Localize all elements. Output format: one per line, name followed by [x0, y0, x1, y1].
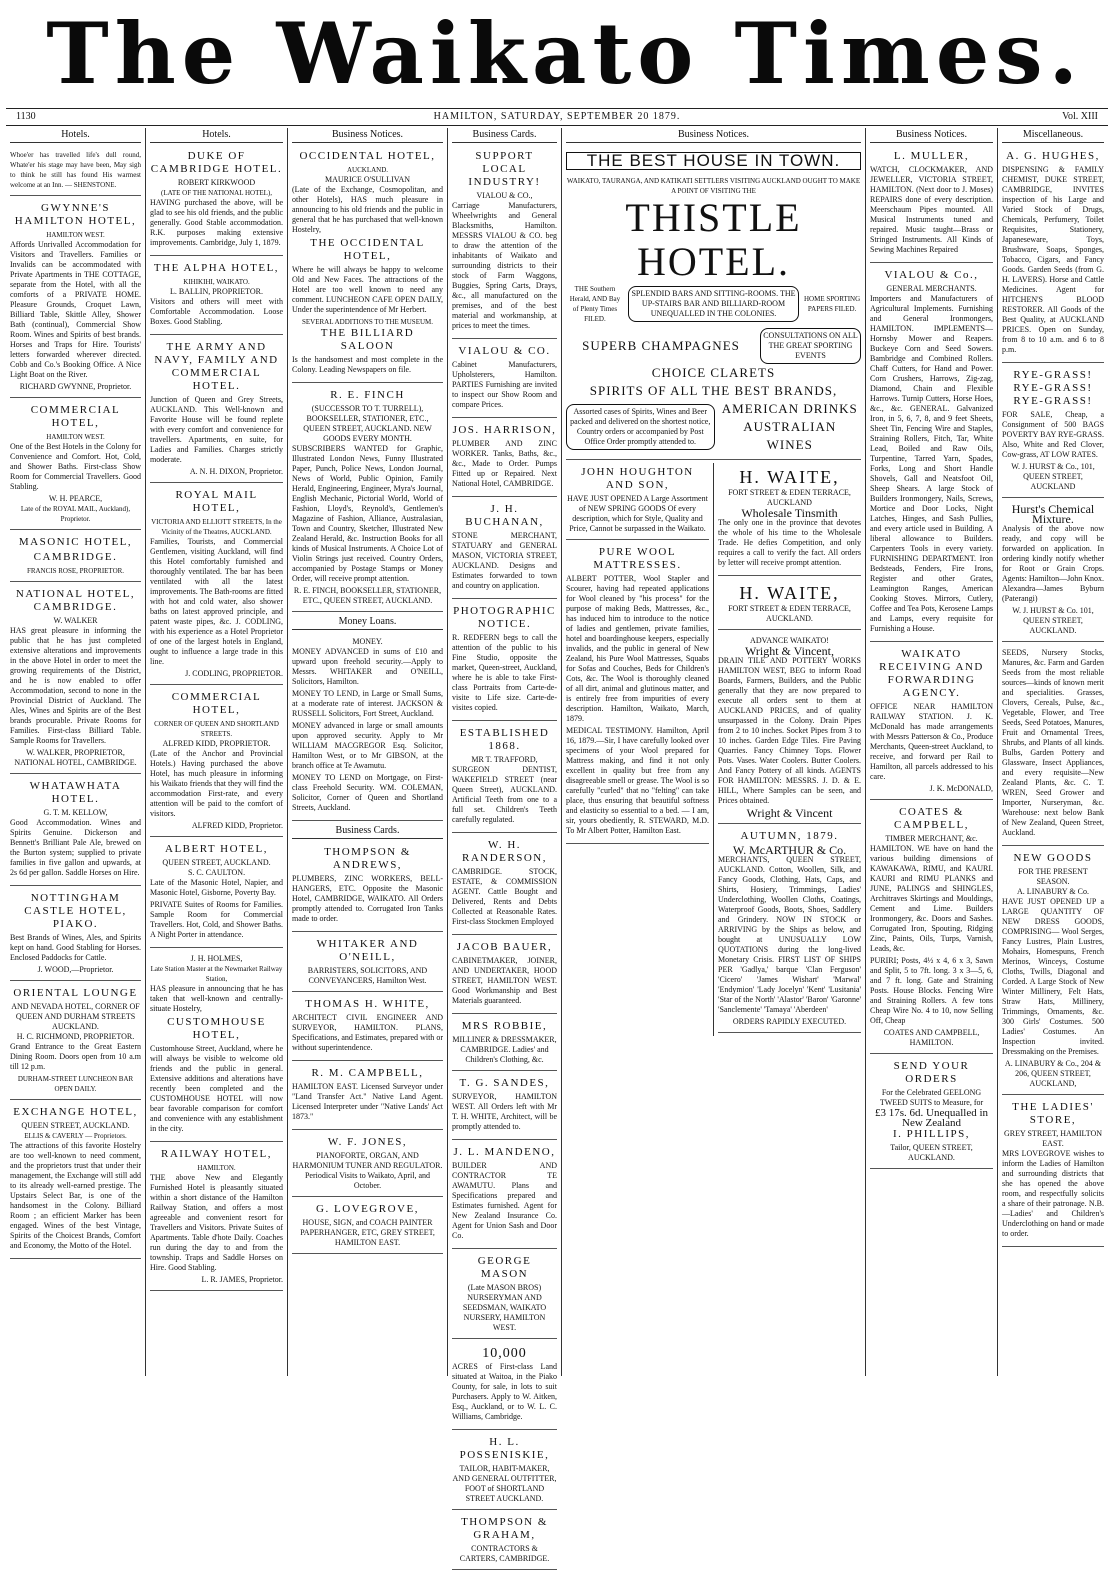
ad-clarets: CHOICE CLARETS [651, 365, 776, 380]
ad-body-4: MONEY TO LEND on Mortgage, on First-class Freehold Security. WM. COLEMAN, Solicitor, Corner of Queen and Shortland Streets, Auckland. [292, 773, 443, 812]
ad-intro: WAIKATO, TAURANGA, AND KATIKATI SETTLERS VISITING AUCKLAND OUGHT TO MAKE A POINT OF VISITING THE [566, 177, 861, 195]
ad-australian-wines: AUSTRALIAN WINES [743, 419, 837, 452]
column-8 [998, 128, 1108, 1376]
ad-heading: EXCHANGE HOTEL, [13, 1106, 138, 1118]
split-columns [566, 463, 861, 1036]
ad-railway-hotel [150, 1145, 283, 1291]
ad-proprietor: MAURICE O'SULLIVAN [324, 175, 411, 184]
issue-number: 1130 [16, 111, 36, 122]
ad-body: Importers and Manufacturers of Agricultural Implements. Furnishing and General Ironmongers, HAMILTON. IMPLEMENTS— Hornsby Mower and Reapers. Buckeye Corn and Seed Sowers. Bambridge and Combined Rollers. Chaff Cutters, for Hand and Power. Corn Crushers, Harrows, Zig-zag, Diamond, Chain and Flexible Harrows. Turnip Cutters, Horse Hoes, &c., &c. GENERAL. Galvanized Iron, in 5, 6, 7, 8, and 9 feet Sheets, Sheet Tin, Fencing Wire and Staples, Straining Rollers, Fitch, Tar, White Lead, Boiled and Raw Oils, Turpentine, Tarred Yarn, Spades, Forks, Long and Short Handle Shovels, Gall and Neatsfoot Oil, Sheep Shears. A large Stock of Builders Ironmongery, Nails, Screws, Mortice and Door Locks, Night Latches, Hinges, and Sash Pullies, and every article used in Building. A liberal allowance to Builders. Carpenters Tools in every variety. FURNISHING DEPARTMENT. Iron Bedsteads, Fenders, Fire Irons, Register and other Grates, Leamington Ranges, American Cooking Stoves. Mirrors, Cutlery, Coffee and Tea Pots, Kerosene Lamps and Lamps, every requisite for Furnishing a House. [870, 294, 993, 633]
ad-subheading: CAMBRIDGE. [33, 551, 118, 563]
ad-heading: H. L. POSSENISKIE, [459, 1436, 550, 1461]
ad-posseniskie [452, 1433, 557, 1510]
ad-lovegrove [292, 1200, 443, 1254]
ad-h-waite [718, 463, 861, 576]
ad-spirits: SPIRITS OF ALL THE BEST BRANDS, [589, 383, 838, 398]
ad-proprietor: J. H. HOLMES, [190, 954, 243, 963]
ad-body: R. REDFERN begs to call the attention of the public to his Fine Studio, opposite the market, Queen-street, Auckland, where he is able to take First-class Portraits from Carte-de-visite to Life size. Carte-de-visites copied. [452, 633, 557, 712]
ad-whatawhata-hotel [10, 777, 141, 886]
ad-proprietor: S. C. CAULTON. [187, 868, 246, 877]
column-heading: Business Notices. [566, 128, 861, 143]
ad-heading: JOS. HARRISON, [452, 424, 557, 436]
ad-wool-mattresses [566, 543, 709, 844]
ad-wright-vincent [718, 633, 861, 824]
ad-heading: COMMERCIAL HOTEL, [171, 691, 262, 716]
ad-body-2: MONEY TO LEND, in Large or Small Sums, at a moderate rate of interest. JACKSON & RUSSELL Solicitors, Fort Street, Auckland. [292, 689, 443, 718]
ad-body: CAMBRIDGE. STOCK, ESTATE, & COMMISSION AGENT. Cattle Bought and Delivered, Rents and Debts Collected at Reasonable Rates. First-class Stockmen Employed [452, 867, 557, 926]
ad-body-3: MONEY advanced in large or small amounts upon approved security. Apply to Mr WILLIAM MACGREGOR Esq. Solicitor, Hamilton West, or to Mr GIBSON, at the branch office at Te Awamutu. [292, 721, 443, 770]
column-heading: Miscellaneous. [1002, 128, 1104, 143]
ad-heading-2: THE OCCIDENTAL HOTEL, [310, 237, 425, 262]
ad-signature: J. K. McDONALD, [929, 784, 993, 793]
ad-body: SUBSCRIBERS WANTED for Graphic, Illustrated London News, Funny Illustrated Paper, Punch, Police News, London Journal, News of World, Public Opinion, Family Herald, Engineering, Engineer, Myra's Journal, English Mechanic, Pictorial World, World of Fashion, Lloyd's, Reynold's, Gentlemen's Magazine of Fashion, Alliance, Australasian, Town and Country, Sketcher, Illustrated New Zealand Herald, &c. Instruction Books for all kinds of Musical Instruments. A Choice Lot of Violin Strings just received. Country Orders, accompanied by Postage Stamps or Money Order, will receive prompt attention. [292, 444, 443, 583]
ad-signature: W. WALKER, PROPRIETOR, NATIONAL HOTEL, CAMBRIDGE. [14, 748, 137, 767]
ad-wf-jones [292, 1133, 443, 1197]
ad-subheading: KIHIKIHI, WAIKATO. [183, 278, 250, 286]
ad-hursts-mixture [1002, 501, 1104, 642]
ad-body: Visitors and others will meet with Comfortable Accommodation. Loose Boxes. Good Stabling. [150, 297, 283, 326]
issue-date: HAMILTON, SATURDAY, SEPTEMBER 20 1879. [433, 111, 681, 122]
ad-heading: W. McARTHUR & Co. [732, 843, 847, 857]
ad-subheading: HAMILTON WEST. [46, 433, 105, 441]
ad-subheading: AUCKLAND. [346, 166, 389, 174]
ad-body: ARCHITECT CIVIL ENGINEER AND SURVEYOR, HAMILTON. PLANS, Specifications, and Estimates, prepared with or without superintendence. [292, 1013, 443, 1052]
column-1 [6, 128, 146, 1376]
ad-heading: MASONIC HOTEL, [18, 536, 133, 548]
ad-heading: THOMAS H. WHITE, [305, 998, 430, 1010]
ad-body: Affords Unrivalled Accommodation for Visitors and Travellers. Families or Invalids can be accommodated with Private Apartments in THE COTTAGE, separate from the Hotel, with all the comforts of a PRIVATE HOME. Pleasure Grounds, Croquet Lawn, Billiard Table, Skittle Alley, Shower Bath (continual), Commercial Show Room. Wines and Spirits of best brands. Horses and Traps for Hire. Tourists' letters forwarded wherever directed. Cobb and Co.'s Booking Office. A Nice Light Boat on the River. [10, 240, 141, 379]
ad-signature: W. H. PEARCE, [48, 494, 103, 503]
ad-heading: R. E. FINCH [330, 389, 405, 401]
ad-subheading: VIALOU & CO., [476, 191, 533, 200]
ad-kicker: AUTUMN, 1879. [740, 830, 839, 842]
ad-proprietor: G. T. M. KELLOW, [43, 808, 108, 817]
ad-money-loans [292, 634, 443, 821]
ad-body-2: PRIVATE Suites of Rooms for Families. Sample Room for Commercial Travellers. Hot, Cold, and Shower Baths. A Night Porter in attendance. [150, 900, 283, 939]
ad-body: HAS pleasure in announcing that he has taken that well-known and centrally-situate Hostelry, [150, 984, 283, 1013]
ad-heading: 10,000 [482, 1346, 527, 1361]
ad-body: CABINETMAKER, JOINER, AND UNDERTAKER, HOOD STREET, HAMILTON WEST. Good Workmanship and Best Materials guaranteed. [452, 956, 557, 1005]
ad-body: MERCHANTS, QUEEN STREET, AUCKLAND. Cotton, Woollen, Silk, and Fancy Goods, Clothing, Hats, Caps, and Shirts, Hosiery, Trimmings, Ladies' Underclothing, Woollen Cloths, Coatings, Waterproof Goods, Boots, Shoes, Saddlery and Grindery. NOW IN STOCK or ARRIVING by the Ships as below, and bought at UNUSUALLY LOW QUOTATIONS during the long-lived Monetary Crisis. FIRST LIST OF SHIPS PER 'Gadlya,' barque 'Clan Ferguson' 'Cicero' 'James Wishart' 'Marwal' 'Endymion' 'Lady Jocelyn' 'Kent' 'Lusitania' 'Star of the North' 'Alastor' 'Baron' 'Garonne' 'Sanclemente' 'Tamaya' 'Aberdeen' [718, 855, 861, 1014]
ad-body: OFFICE NEAR HAMILTON RAILWAY STATION. J. K. McDonald has made arrangements with Messrs Patterson & Co., Produce Merchants, Queen-street Auckland, to receive, and forward per Rail to Hamilton, all parcels addressed to his care. [870, 702, 993, 781]
ad-body: MILLINER & DRESSMAKER, CAMBRIDGE. Ladies' and Children's Clothing, &c. [452, 1035, 557, 1064]
column-heading: Business Cards. [452, 128, 557, 143]
ad-heading: DUKE OF CAMBRIDGE HOTEL. [150, 150, 283, 175]
ad-consultations: CONSULTATIONS ON ALL THE GREAT SPORTING EVENTS [760, 328, 861, 364]
ad-seeds [1002, 645, 1104, 846]
ad-rm-campbell [292, 1064, 443, 1130]
ad-mrs-robbie [452, 1017, 557, 1071]
ad-thompson-graham [452, 1513, 557, 1570]
section-heading-business-cards: Business Cards. [292, 824, 443, 839]
section-heading-money-loans: Money Loans. [292, 615, 443, 630]
ad-duke-of-cambridge-hotel [150, 147, 283, 256]
ad-nottingham-castle-hotel [10, 889, 141, 981]
ad-body: PIANOFORTE, ORGAN, AND HARMONIUM TUNER AND REGULATOR. Periodical Visits to Waikato, April, and October. [292, 1151, 443, 1190]
ad-heading: W. H. RANDERSON, [462, 839, 547, 864]
ad-signature: L. R. JAMES, Proprietor. [201, 1275, 283, 1284]
column-5-6 [562, 128, 866, 1376]
ad-subheading: GREY STREET, HAMILTON EAST. [1004, 1129, 1102, 1148]
ad-commercial-hotel [10, 401, 141, 530]
ad-heading: G. LOVEGROVE, [316, 1203, 419, 1215]
ad-heading: ROYAL MAIL HOTEL, [175, 489, 258, 514]
ad-phillips-tailor [870, 1057, 993, 1169]
ad-thomas-white [292, 995, 443, 1061]
column-heading: Business Notices. [292, 128, 443, 143]
ad-jacob-bauer [452, 938, 557, 1014]
ad-subheading: QUEEN STREET, AUCKLAND. [21, 1121, 130, 1130]
ad-body: Carriage Manufacturers, Wheelwrights and General Blacksmiths, Hamilton. MESSRS VIALOU & CO. beg to draw the attention of the inhabitants of Waikato and surrounding districts to their stock of Farm Waggons, Buggies, Spring Carts, Drays, &c., all manufactured on the premises, and of the best material and workmanship, at prices to meet the times. [452, 201, 557, 330]
ad-trafford-dentist [452, 724, 557, 833]
ad-trade: Wholesale Tinsmith [741, 506, 838, 520]
ad-commercial-hotel-auckland [150, 688, 283, 837]
ad-heading: H. WAITE, [739, 467, 840, 487]
ad-body-2: Customhouse Street, Auckland, where he will always be visible to welcome old friends and the public in general. Extensive additions and alterations have recently been completed and the CUSTOMHOUSE HOTEL will now bear favorable comparison for comfort and convenience with any establishment in the city. [150, 1044, 283, 1133]
ad-thompson-andrews [292, 843, 443, 932]
ad-body: FOR SALE, Cheap, a Consignment of 500 BAGS POVERTY BAY RYE-GRASS. Also, White and Red Clover, Cow-grass, AT LOW RATES. [1002, 410, 1104, 459]
ad-vialou-carriage [452, 147, 557, 339]
ad-mandeno [452, 1143, 557, 1249]
ad-heading-4: THE BILLIARD SALOON [320, 327, 415, 352]
ad-albert-hotel [150, 840, 283, 948]
ad-body-2: MEDICAL TESTIMONY. Hamilton, April 16, 1879.—Sir, I have carefully looked over specimens of your Wool prepared for Mattress making, and find it not only excellent in quality but free from any disagreeable smell or grease. The Wool is so carefully "curled" that no "felting" can take place, thus ensuring that beautiful softness and elasticity so essential to a bed. — I am, sir, yours obediently, R. STEWARD, M.D. To Mr Albert Potter, Hamilton East. [566, 726, 709, 835]
ad-subheading: HAMILTON WEST. [46, 231, 105, 239]
ad-ladies-store [1002, 1098, 1104, 1247]
ad-heading: R. M. CAMPBELL, [311, 1067, 424, 1079]
ad-houghton-son [566, 463, 709, 540]
ad-heading-3: SEVERAL ADDITIONS TO THE MUSEUM. [302, 318, 433, 326]
ad-mcarthur [718, 827, 861, 1033]
ad-finch-bookseller [292, 386, 443, 612]
ad-heading: A. G. HUGHES, [1006, 150, 1100, 162]
ad-buchanan [452, 500, 557, 599]
ad-body: HAVE JUST OPENED UP a LARGE QUANTITY OF NEW DRESS GOODS, COMPRISING— Wool Serges, Fancy Lustres, Plain Lustres, Mohairs, Homespuns, French Merinos, Winceys, Costume Cloths, Twills, Diagonal and Corded. A Large Stock of New Winter Millinery, Felt Hats, Straw Hats, Millinery, Trimmings, Ornaments, &c. 300 Girls' Costumes. 500 Ladies' Costumes. An Inspection invited. Dressmaking on the Premises. [1002, 897, 1104, 1056]
ad-signature: RICHARD GWYNNE, Proprietor. [19, 382, 132, 391]
ad-papers-right: HOME SPORTING PAPERS FILED. [804, 295, 861, 313]
ad-heading: W. F. JONES, [327, 1136, 408, 1148]
ad-body-2: PURIRI; Posts, 4½ x 4, 6 x 3, Sawn and Split, 5 to 7ft. long. 3 x 3—5, 6, and 7 ft. long. Gate and Straining Posts. House Blocks. Fencing Wire and Straining Rollers. A few tons Cheap Wire No. 4 to 10, now Selling Off, Cheap [870, 956, 993, 1025]
ad-body: CONTRACTORS & CARTERS, CAMBRIDGE. [459, 1544, 550, 1563]
ad-proprietor: ALFRED KIDD, PROPRIETOR. [162, 739, 271, 748]
ad-body: MONEY ADVANCED in sums of £10 and upward upon freehold security.—Apply to Messrs. WHITAKER and O'NEILL, Solicitors, Hamilton. [292, 647, 443, 686]
ad-heading: COATES & CAMPBELL, [894, 806, 969, 831]
ad-land-sale [452, 1342, 557, 1430]
ad-body: PLUMBERS, ZINC WORKERS, BELL-HANGERS, ETC. Opposite the Masonic Hotel, CAMBRIDGE, WAIKATO. All Orders promptly attended to. Corrugated Iron Tanks made to order. [292, 874, 443, 923]
dateline [6, 108, 1108, 126]
ad-body: Grand Entrance to the Great Eastern Dining Room. Doors open from 10 a.m till 12 p.m. [10, 1042, 141, 1071]
ad-coates-campbell [870, 803, 993, 1054]
ad-body: SEEDS, Nursery Stocks, Manures, &c. Farm and Garden Seeds from the most reliable sources—kinds of known merit and specialities. Grasses, Clovers, Cereals, Pulse, &c., Vegetable, Flower, and Tree Seeds, Seed Potatoes, Manures, Fruit and Ornamental Trees, Shrubs, and Plants of all kinds. Bulbs, Garden Pottery and Glassware, Insect Appliances, and every requisite—New Zealand Plants, &c. C. T. WREN, Seed Grower and Importer, Nurseryman, &c. Warehouse: next below Bank of New Zealand, Queen Street, Auckland. [1002, 648, 1104, 837]
ad-body: TAILOR, HABIT-MAKER, AND GENERAL OUTFITTER, FOOT of SHORTLAND STREET AUCKLAND. [452, 1464, 557, 1503]
ad-subheading: FORT STREET & EDEN TERRACE, AUCKLAND [728, 488, 851, 507]
column-3 [288, 128, 448, 1376]
ad-proprietor: W. WALKER [53, 616, 98, 625]
poem [10, 147, 141, 196]
ad-heading: H. WAITE, [739, 583, 840, 603]
ad-muller [870, 147, 993, 263]
column-2 [146, 128, 288, 1376]
column-5 [566, 463, 714, 1036]
ad-body: Late of the Masonic Hotel, Napier, and Masonic Hotel, Gisborne, Poverty Bay. [150, 878, 283, 897]
ad-heading: OCCIDENTAL HOTEL, [299, 150, 436, 162]
ad-subheading: CORNER OF QUEEN AND SHORTLAND STREETS. [154, 720, 279, 738]
ad-body-2: Tailor, QUEEN STREET, AUCKLAND. [890, 1143, 973, 1162]
ad-signature: J. CODLING, PROPRIETOR. [185, 669, 283, 678]
ad-hughes-chemist [1002, 147, 1104, 363]
ad-heading: MRS ROBBIE, [461, 1020, 548, 1032]
ad-george-mason [452, 1252, 557, 1339]
ad-heading: THE ARMY AND NAVY, FAMILY AND COMMERCIAL HOTEL. [154, 341, 279, 392]
ad-body: SURGEON DENTIST, WAKEFIELD STREET (near Queen Street), AUCKLAND. Artificial Teeth from one to a full set. Children's Teeth carefully regulated. [452, 765, 557, 824]
ad-signature: DURHAM-STREET LUNCHEON BAR OPEN DAILY. [17, 1075, 134, 1093]
ad-heading: CUSTOMHOUSE HOTEL, [167, 1016, 266, 1041]
ad-body: HAVING purchased the above, will be glad to see his old friends, and the public generally. Good Stable accommodation. R.K. purposes making extensive improvements. Cambridge, July 1, 1879. [150, 198, 283, 247]
ad-body: ALBERT POTTER, Wool Stapler and Scourer, having had repeated applications for Wool cleaned by "his process" for the purpose of making Beds, Mattresses, &c., has induced him to introduce to the notice of ladies and gentlemen, private families, hotel and boardinghouse keepers, especially invalids, and the public in general of New Zealand, his Pure Wool Mattresses, Squabs for Sofas and Couches, Beds for Children's Cots, &c. The Wool is thoroughly cleaned of all dirt, animal and glutinous matter, and is entirely free from impurities of every description. Hamilton, Waikato, March, 1879. [566, 574, 709, 723]
ad-subheading: TIMBER MERCHANT, &c. [885, 834, 978, 843]
ad-champagnes: SUPERB CHAMPAGNES [582, 338, 740, 353]
ad-papers-left: THE Southern Herald, AND Bay of Plenty Times FILED. [569, 285, 621, 323]
ad-heading: RYE-GRASS! RYE-GRASS! RYE-GRASS! [1013, 369, 1093, 407]
ad-signature: R. E. FINCH, BOOKSELLER, STATIONER, ETC., QUEEN STREET, AUCKLAND. [293, 586, 442, 605]
ad-oriental-lounge [10, 984, 141, 1100]
ad-heading: ORIENTAL LOUNGE [13, 987, 138, 999]
ad-cases-box: Assorted cases of Spirits, Wines and Beer packed and delivered on the shortest notice, Country orders or accompanied by Post Office Order promptly attended to. [566, 404, 715, 450]
ad-signature: Wright & Vincent [746, 806, 833, 820]
ad-body-2: Where he will always be happy to welcome Old and New Faces. The attractions of the Hotel are too well known to need any comment. LUNCHEON CAFE OPEN DAILY, Under the superintendence of Mr Herbert. [292, 265, 443, 314]
column-heading: Business Notices. [870, 128, 993, 143]
ad-heading: WHITAKER AND O'NEILL, [316, 938, 419, 963]
ad-body: (Late of the Anchor and Provincial Hotels.) Having purchased the above Hotel, has much pleasure in informing his Waikato friends that they will find the accommodation First-rate, and every attention will be paid to the comfort of visitors. [150, 749, 283, 818]
ad-sandes [452, 1074, 557, 1140]
ad-subheading: FORT STREET & EDEN TERRACE, AUCKLAND. [728, 604, 851, 623]
masthead-title: The Waikato Times. [46, 4, 1084, 103]
ad-heading: WAIKATO RECEIVING AND FORWARDING AGENCY. [879, 648, 984, 699]
ad-waikato-agency [870, 645, 993, 800]
ad-alpha-hotel [150, 259, 283, 335]
ad-h-waite-2 [718, 579, 861, 630]
ad-body: SURVEYOR, HAMILTON WEST. All Orders left with Mr T. H. WHITE, Architect, will be promptly attended to. [452, 1092, 557, 1131]
ad-signature: COATES AND CAMPBELL, HAMILTON. [883, 1028, 980, 1047]
ad-subheading: (SUCCESSOR TO T. TURRELL), BOOKSELLER, STATIONER, ETC., QUEEN STREET, AUCKLAND. NEW GOODS EVERY MONTH. [303, 404, 432, 443]
ad-proprietor: H. C. RICHMOND, PROPRIETOR. [16, 1032, 135, 1041]
ad-signature: W. J. HURST & Co. 101, QUEEN STREET, AUCKLAND. [1012, 606, 1094, 635]
ad-proprietor: ROBERT KIRKWOOD [177, 178, 256, 187]
ad-heading: MONEY. [352, 637, 383, 646]
ad-proprietor: A. LINABURY & Co. [1017, 887, 1089, 896]
ad-signature: A. N. H. DIXON, Proprietor. [189, 467, 283, 476]
ad-photographic-notice [452, 602, 557, 721]
ad-subheading: MR T. TRAFFORD, [471, 755, 538, 764]
ad-linabury [1002, 849, 1104, 1095]
ad-heading: Wright & Vincent, [745, 644, 834, 658]
ad-heading: THISTLE HOTEL. [625, 195, 802, 284]
ad-body: THE above New and Elegantly Furnished Hotel is pleasantly situated within a short distance of the Hamilton Railway Station, and offers a most agreeable and convenient resort for Travellers and Visitors. Private Suites of Apartments. Table d'hote Daily. Coaches run during the day to and from the township. Traps and Saddle Horses on Hire. Good Stabling. [150, 1173, 283, 1272]
ad-body: HAMILTON. WE have on hand the various building dimensions of KAWAKAWA, RIMU, and KAURI. KAURI and RIMU PLANKS and JUNE, PALINGS and SHINGLES, Architraves Skirtings and Mouldings, Cement and Lime. Builders Ironmongery, &c. Doors and Sashes. Corrugated Iron, Spouting, Ridging Zinc, Paints, Oils, Turps, Varnish, Leads, &c. [870, 844, 993, 953]
ad-vialou-cabinet [452, 342, 557, 418]
ad-body: Good Accommodation. Wines and Spirits Genuine. Dickerson and Bennett's Brilliant Pale Ale, brewed on the Burton system; supplied to private families in five gallon and upwards, at 2s 6d per gallon. Saddle Horses on Hire. [10, 818, 141, 877]
ad-jos-harrison [452, 421, 557, 497]
ad-body: Analysis of the above now ready, and copy will be forwarded on application. In ordering kindly notify whether for Root or Grain Crops. Agents: Hamilton—John Knox. Alexandra—James Byburn (Paterangi) [1002, 524, 1104, 603]
columns [6, 128, 1108, 1563]
ad-exchange-hotel [10, 1103, 141, 1259]
ad-body: HAVE JUST OPENED A Large Assortment of NEW SPRING GOODS Of every description, which for Style, Quality and Price, Cannot be surpassed in the Waikato. [567, 494, 708, 533]
ad-heading: NOTTINGHAM CASTLE HOTEL, PIAKO. [24, 892, 127, 930]
ad-heading: GEORGE MASON [477, 1255, 532, 1280]
ad-body: Families, Tourists, and Commercial Gentlemen, visiting Auckland, will find this Hotel comfortably furnished and thoroughly ventilated. The bar has been ventilated with all the latest improvements. The Bath-rooms are fitted with hot and cold water, also shower baths on latest approved principle, and patent waste pipes, &c. J. CODLING, with his experience as a Hotel Proprietor of one of the largest hotels in England, ought to influence a large trade in this line. [150, 537, 283, 666]
ad-heading: NATIONAL HOTEL, CAMBRIDGE. [15, 588, 136, 613]
ad-body: (Late of the Exchange, Cosmopolitan, and other Hotels), HAS much pleasure in announcing to his old friends and the public in general that he has purchased that well-known Hostelry, [292, 185, 443, 234]
ad-heading: PURE WOOL MATTRESSES. [593, 546, 682, 571]
ad-heading: SUPPORT LOCAL INDUSTRY! [468, 150, 541, 188]
poem-text: Whoe'er has travelled life's dull round, Whate'er his stage may have been, May sigh to think he still has found His warmest welcome at an Inn. — SHENSTONE. [10, 151, 141, 189]
ad-rye-grass [1002, 366, 1104, 498]
ad-body: HOUSE, SIGN, and COACH PAINTER PAPERHANGER, ETC, GREY STREET, HAMILTON EAST. [300, 1218, 435, 1247]
ad-heading: L. MULLER, [893, 150, 970, 162]
ad-proprietor: L. BALLIN, PROPRIETOR. [170, 287, 263, 296]
ad-body: Junction of Queen and Grey Streets, AUCKLAND. This Well-known and Favorite House will be found replete with every comfort and convenience for travellers. Apartments, en suite, for Ladies and Families. Charges strictly moderate. [150, 395, 283, 464]
ad-body: BARRISTERS, SOLICITORS, AND CONVEYANCERS, Hamilton West. [307, 966, 428, 985]
ad-subheading: Late Station Master at the Newmarket Railway Station, [150, 965, 283, 983]
volume-number: Vol. XIII [1062, 111, 1098, 122]
ad-heading: VIALOU & CO. [458, 345, 551, 357]
column-6 [718, 463, 861, 1036]
ad-subheading: AND NEVADA HOTEL, CORNER OF QUEEN AND DURHAM STREETS AUCKLAND. [11, 1002, 140, 1031]
ad-banner: THE BEST HOUSE IN TOWN. [566, 152, 861, 170]
ad-body: BUILDER AND CONTRACTOR TE AWAMUTU. Plans and Specifications prepared and Estimates furnished. Agent for New Zealand Insurance Co. Agent for Union Sash and Door Co. [452, 1161, 557, 1240]
ad-heading: WHATAWHATA HOTEL. [29, 780, 122, 805]
ad-body: WATCH, CLOCKMAKER, AND JEWELLER, VICTORIA STREET, HAMILTON. (Next door to J. Moses) REPAIRS done of every description. Meerschaum Pipes mounted. All Musical Instruments tuned and repaired. Music taught—Brass or Stringed Instruments. All Kinds of Sewing Machines Repaired [870, 165, 993, 254]
ad-heading: PHOTOGRAPHIC NOTICE. [453, 605, 556, 630]
ad-heading: JOHN HOUGHTON AND SON, [581, 466, 694, 491]
ad-subheading: VICTORIA AND ELLIOTT STREETS, In the Vicinity of the Theatres, AUCKLAND. [151, 518, 282, 536]
ad-american-drinks: AMERICAN DRINKS [721, 401, 858, 416]
ad-heading: T. G. SANDES, [459, 1077, 550, 1089]
ad-masonic-hotel [10, 533, 141, 582]
ad-heading: SEND YOUR ORDERS [893, 1060, 970, 1085]
ad-subheading: HAMILTON. [197, 1164, 236, 1172]
column-heading: Hotels. [10, 128, 141, 143]
ad-signature: I. PHILLIPS, [893, 1128, 970, 1140]
ad-subheading: (LATE OF THE NATIONAL HOTEL), [160, 189, 272, 197]
ad-heading: J. L. MANDENO, [453, 1146, 556, 1158]
column-7 [866, 128, 998, 1376]
ad-vialou-merchants [870, 266, 993, 642]
ad-randerson [452, 836, 557, 935]
ad-body: DISPENSING & FAMILY CHEMIST, DUKE STREET, CAMBRIDGE, INVITES inspection of his Large and Varied Stock of Drugs, Chemicals, Perfumery, Toilet Requisites, Stationery, Japaneseware, Toys, Brushware, Soaps, Sponges, Tobacco, Cigars, and Fancy Goods. Garden Seeds (from G. H. LAVERS). Horse and Cattle Medicines. Agent for HITCHEN'S BLOOD RESTORER. All Goods of the Best Quality, at AUCKLAND PRICES. Open on Sunday, from 8 to 10 a.m. and 6 to 8 p.m. [1002, 165, 1104, 354]
ad-proprietor: ELLIS & CAVERLY — Proprietors. [24, 1132, 127, 1140]
ad-national-hotel [10, 585, 141, 774]
ad-heading: NEW GOODS [1013, 852, 1093, 864]
ad-heading: THE LADIES' STORE, [1012, 1101, 1094, 1126]
ad-body: Cabinet Manufacturers, Upholsterers, Hamilton. PARTIES Furnishing are invited to inspect our Show Room and compare Prices. [452, 360, 557, 409]
ad-rooms-box: SPLENDID BARS AND SITTING-ROOMS. THE UP-STAIRS BAR AND BILLIARD-ROOM UNEQUALLED IN THE COLONIES. [628, 286, 799, 322]
ad-heading: J. H. BUCHANAN, [465, 503, 544, 528]
ad-body: DRAIN TILE AND POTTERY WORKS HAMILTON WEST, BEG to inform Road Boards, Farmers, Builders, and the Public generally that they are now prepared to execute all orders sent to them at AUCKLAND PRICES, and of quality unsurpassed in the Colony. Drain Pipes from 2 to 10 inches. Socket Pipes from 3 to 10 inches. Garden Edge Tiles. Fire Paving Quarries. Fancy Chimney Tops. Flower Pots. Vases. Water Coolers. Butter Coolers. And Fancy Pottery of all kinds. AGENTS FOR HAMILTON: MESSRS. J. D. & E. HILL, Where Samples can be seen, and Prices obtained. [718, 656, 861, 805]
ad-kicker: ADVANCE WAIKATO! [750, 636, 829, 645]
ad-body: One of the Best Hotels in the Colony for Convenience and Comfort. Hot, Cold, and Shower Baths. First-class Show Room for Commercial Travellers. Good Stabling. [10, 442, 141, 491]
column-heading: Hotels. [150, 128, 283, 143]
ad-royal-mail-hotel [150, 486, 283, 685]
ad-heading: JACOB BAUER, [456, 941, 553, 953]
ad-heading: THOMPSON & ANDREWS, [324, 846, 411, 871]
ad-signature: J. WOOD,—Proprietor. [37, 965, 114, 974]
masthead [40, 4, 1090, 104]
ad-body: The attractions of this favorite Hostelry are too well-known to need comment, and the proprietors trust that under their management, the Exchange will still add to its already well-earned prestige. The Upstairs Select Bar, is one of the handsomest in the Colony. Billiard Room ; an efficient Marker has been engaged. Wines of the best Vintage, Spirits of the Choicest Brands, Comfort and Economy, the Motto of the Hotel. [10, 1141, 141, 1250]
ad-heading: COMMERCIAL HOTEL, [30, 404, 121, 429]
ad-body: (Late MASON BROS) NURSERYMAN AND SEEDSMAN, WAIKATO NURSERY, HAMILTON WEST. [462, 1283, 547, 1332]
ad-heading: RAILWAY HOTEL, [160, 1148, 273, 1160]
column-4 [448, 128, 562, 1563]
ad-signature: W. J. HURST & Co., 101, QUEEN STREET, AUCKLAND [1011, 462, 1095, 491]
ad-occidental-hotel [292, 147, 443, 383]
ad-body-3: Is the handsomest and most complete in the Colony. Leading Newspapers on file. [292, 355, 443, 374]
ad-heading: ESTABLISHED 1868. [459, 727, 550, 752]
ad-signature: ALFRED KIDD, Proprietor. [191, 821, 283, 830]
ad-body: For the Celebrated GEELONG TWEED SUITS to Measure, for [879, 1088, 984, 1107]
ad-heading: THE ALPHA HOTEL, [153, 262, 280, 274]
ad-customhouse-hotel [150, 951, 283, 1142]
ad-body: HAS great pleasure in informing the public that he has just completed extensive alterations and improvements in the above Hotel in order to meet the growing requirements of the District, and he is now enabled to offer Accommodation, second to none in the Provincial District of Auckland. The Ales, Wines and Spirits are of the Best brands procurable. Private Rooms for Families. First-class Billiard Table. Sample Rooms for Travellers. [10, 626, 141, 745]
ad-subheading: QUEEN STREET, AUCKLAND. [162, 858, 271, 867]
ad-heading: GWYNNE'S HAMILTON HOTEL, [14, 202, 137, 227]
ad-thistle-hotel [566, 147, 861, 460]
ad-body: HAMILTON EAST. Licensed Surveyor under "Land Transfer Act." Native Land Agent. Licensed Interpreter under "Native Lands' Act 1873." [292, 1082, 443, 1121]
ad-price: £3 17s. 6d. Unequalled in New Zealand [874, 1107, 989, 1129]
ad-subheading: FOR THE PRESENT SEASON. [1018, 867, 1088, 886]
ad-heading: VIALOU & Co., [884, 269, 979, 281]
ad-body: The only one in the province that devotes the whole of his time to the Wholesale Trade. He defies Competition, and only requires a call to verify the fact. All orders by letter will receive prompt attention. [718, 518, 861, 567]
ad-signature: FRANCIS ROSE, PROPRIETOR. [26, 567, 125, 575]
ad-signature-note: Late of the ROYAL MAIL, Auckland), Proprietor. [20, 505, 131, 523]
ad-body: Best Brands of Wines, Ales, and Spirits kept on hand. Good Stabling for Horses. Enclosed Paddocks for Cattle. [10, 933, 141, 962]
ad-signature: ORDERS RAPIDLY EXECUTED. [732, 1017, 847, 1026]
ad-army-and-navy-hotel [150, 338, 283, 483]
ad-heading: Hurst's Chemical Mixture. [1011, 502, 1095, 526]
ad-heading: THOMPSON & GRAHAM, [461, 1516, 548, 1541]
ad-heading: ALBERT HOTEL, [165, 843, 268, 855]
ad-gwynnes-hotel [10, 199, 141, 398]
ad-body: STONE MERCHANT, STATUARY and GENERAL MASON, VICTORIA STREET, AUCKLAND. Designs and Estimates forwarded to town and country on application. [452, 531, 557, 590]
ad-subheading: GENERAL MERCHANTS. [886, 284, 977, 293]
ad-whitaker-oneill [292, 935, 443, 992]
ad-body: ACRES of First-class Land situated at Waitoa, in the Piako County, for sale, in lots to suit Purchasers. Apply to W. Aitken, Esq., Auckland, or to W. L. C. Williams, Cambridge. [452, 1362, 557, 1421]
ad-body: MRS LOVEGROVE wishes to inform the Ladies of Hamilton and surrounding districts that she has opened the above room, and respectfully solicits a share of their patronage. N.B.—Ladies' and Children's Underclothing on hand or made to order. [1002, 1149, 1104, 1238]
ad-signature: A. LINABURY & Co., 204 & 206, QUEEN STREET, AUCKLAND, [1004, 1059, 1102, 1088]
ad-body: PLUMBER AND ZINC WORKER. Tanks, Baths, &c., &c., Made to Order. Pumps Fitted up or Repaired. Next National Hotel, CAMBRIDGE. [452, 439, 557, 488]
